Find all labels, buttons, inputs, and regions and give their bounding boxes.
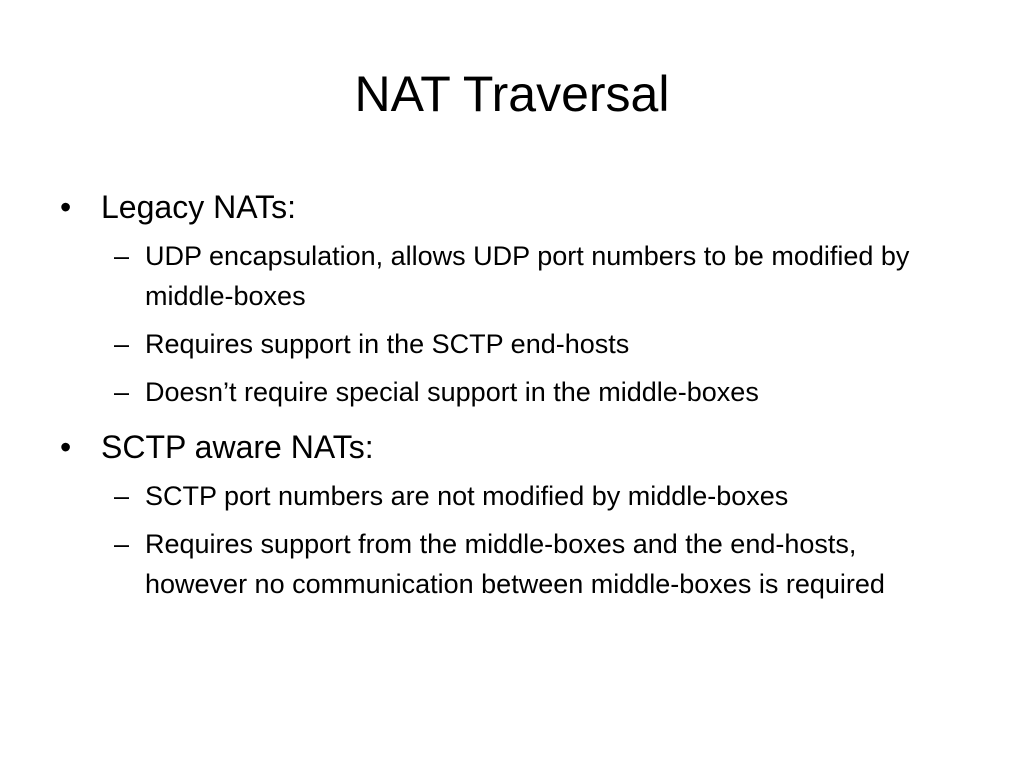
- sub-bullet-text: Requires support from the middle-boxes and the end-hosts, however no communication between middle-boxes is required: [145, 529, 885, 599]
- dash-icon: –: [114, 377, 130, 407]
- dash-icon: –: [114, 329, 130, 359]
- sub-bullet-text: UDP encapsulation, allows UDP port numbers to be modified by middle-boxes: [145, 241, 910, 311]
- bullet-list: [60, 186, 960, 618]
- bullet-icon: •: [60, 429, 72, 465]
- sub-bullet-list: [101, 476, 960, 604]
- sub-bullet-list: [101, 236, 960, 412]
- bullet-text: Legacy NATs:: [101, 189, 297, 225]
- bullet-text: SCTP aware NATs:: [101, 429, 374, 465]
- sub-bullet-item: [101, 324, 925, 364]
- dash-icon: –: [114, 481, 130, 511]
- sub-bullet-item: [101, 476, 925, 516]
- sub-bullet-item: [101, 236, 925, 316]
- sub-bullet-text: SCTP port numbers are not modified by middle-boxes: [145, 481, 789, 511]
- sub-bullet-text: Requires support in the SCTP end-hosts: [145, 329, 630, 359]
- slide-title: NAT Traversal: [354, 66, 670, 122]
- dash-icon: –: [114, 241, 130, 271]
- bullet-icon: •: [60, 189, 72, 225]
- sub-bullet-text: Doesn’t require special support in the middle-boxes: [145, 377, 759, 407]
- sub-bullet-item: [101, 524, 925, 604]
- sub-bullet-item: [101, 372, 925, 412]
- dash-icon: –: [114, 529, 130, 559]
- bullet-item-legacy-nats: [60, 186, 960, 412]
- bullet-item-sctp-aware-nats: [60, 426, 960, 604]
